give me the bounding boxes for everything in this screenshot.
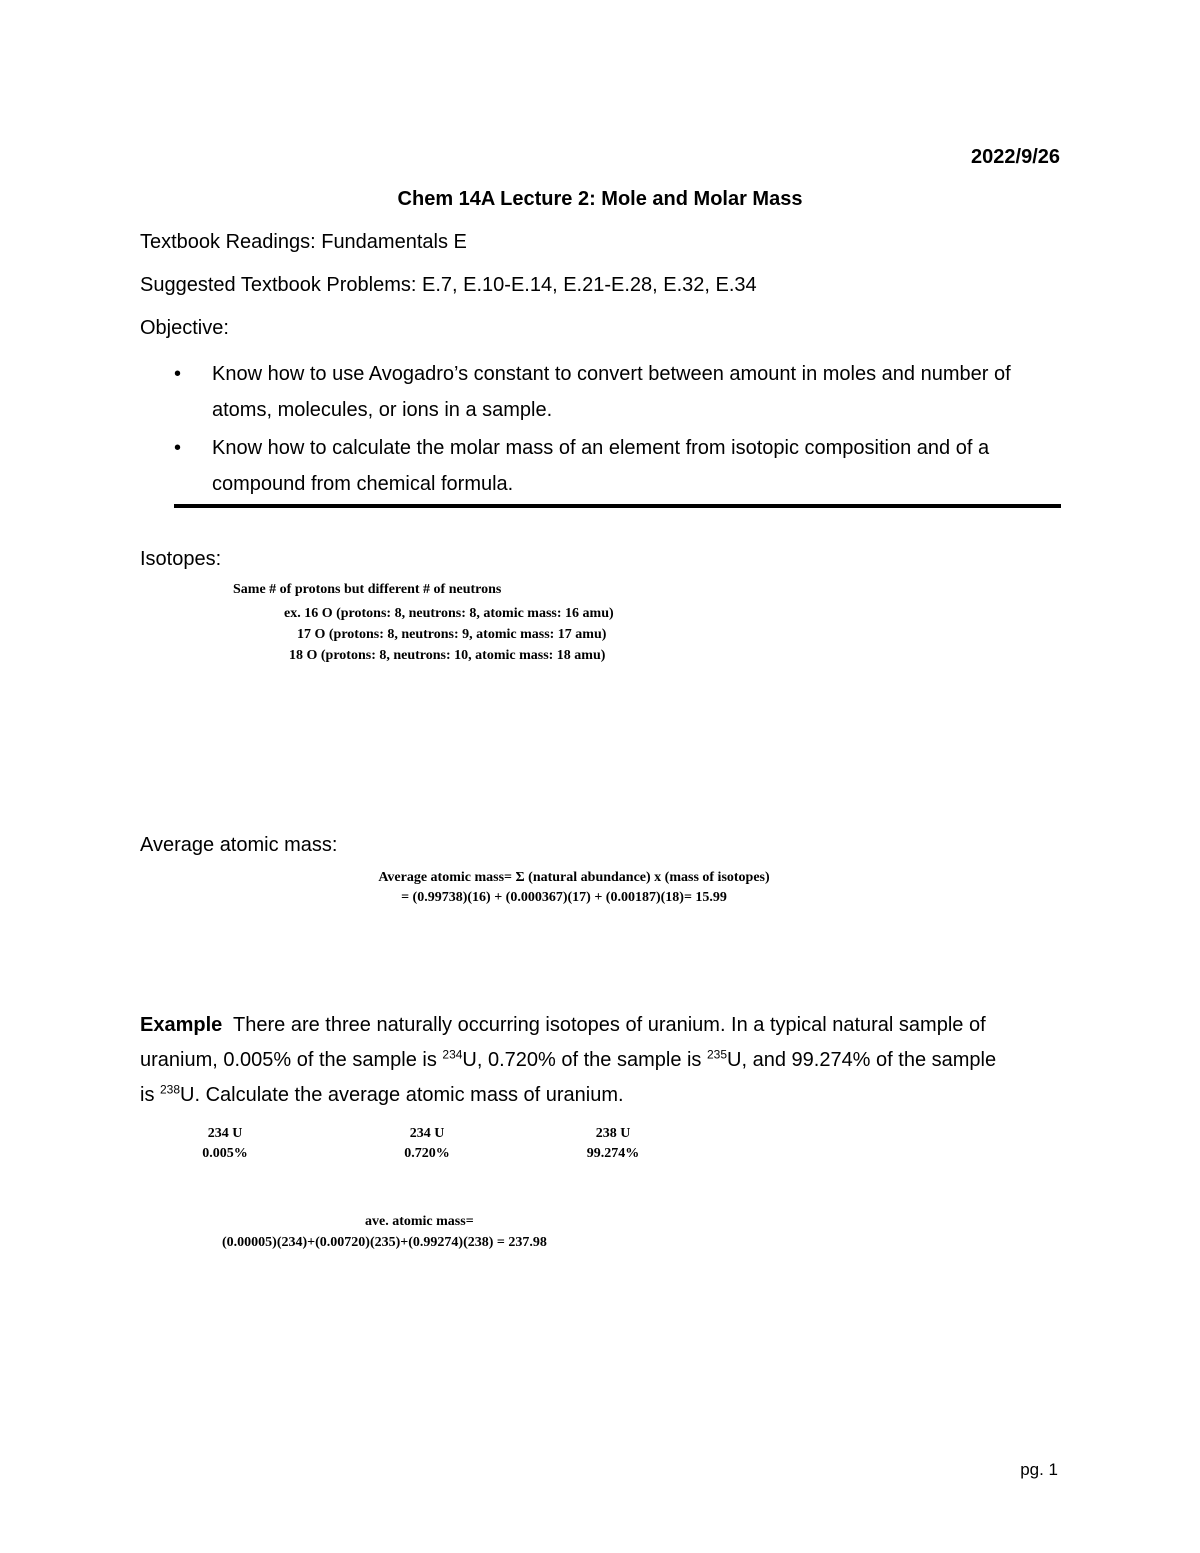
isotope-cell: 238 U — [595, 1126, 631, 1141]
answer-calculation: (0.00005)(234)+(0.00720)(235)+(0.99274)(238) = 237.98 — [222, 1235, 547, 1250]
answer-label: ave. atomic mass= — [365, 1214, 474, 1229]
textbook-readings: Textbook Readings: Fundamentals E — [140, 231, 467, 253]
objective-item — [140, 430, 1070, 502]
page-number: pg. 1 — [1020, 1460, 1058, 1479]
suggested-problems: Suggested Textbook Problems: E.7, E.10-E.14, E.21-E.28, E.32, E.34 — [140, 274, 757, 296]
average-calculation: = (0.99738)(16) + (0.000367)(17) + (0.00187)(18)= 15.99 — [401, 890, 727, 905]
abundance-cell: 0.005% — [202, 1146, 248, 1161]
isotopes-note: 17 O (protons: 8, neutrons: 9, atomic mass: 17 amu) — [297, 627, 607, 642]
objective-label: Objective: — [140, 317, 229, 339]
objective-text: Know how to calculate the molar mass of an element from isotopic composition and of a compound from chemical formula. — [212, 437, 990, 495]
example-line-2: uranium, 0.005% of the sample is $^{234}$U, 0.720% of the sample is $^{235}$U, and 99.274% of the sample — [140, 1047, 997, 1071]
example-line-1: Example There are three naturally occurring isotopes of uranium. In a typical natural sample of — [140, 1014, 986, 1036]
isotope-cell: 234 U — [409, 1126, 445, 1141]
isotopes-note: ex. 16 O (protons: 8, neutrons: 8, atomic mass: 16 amu) — [284, 606, 614, 621]
document-date: 2022/9/26 — [971, 146, 1060, 168]
average-heading: Average atomic mass: — [140, 834, 338, 856]
example-line-3: is $^{238}$U. Calculate the average atomic mass of uranium. — [140, 1082, 624, 1106]
abundance-cell: 99.274% — [586, 1146, 640, 1161]
isotope-cell: 234 U — [207, 1126, 243, 1141]
average-formula: Average atomic mass= Σ (natural abundance) x (mass of isotopes) — [378, 870, 770, 885]
bullet-icon: • — [174, 437, 182, 459]
isotopes-note: Same # of protons but different # of neutrons — [233, 582, 502, 597]
objective-item — [140, 356, 1070, 428]
document-title: Chem 14A Lecture 2: Mole and Molar Mass — [397, 188, 803, 210]
abundance-cell: 0.720% — [404, 1146, 450, 1161]
objective-list — [140, 356, 1070, 502]
isotopes-heading: Isotopes: — [140, 548, 222, 570]
example-label: Example — [140, 1014, 223, 1036]
section-divider — [174, 504, 1061, 508]
bullet-icon: • — [174, 363, 182, 385]
isotopes-note: 18 O (protons: 8, neutrons: 10, atomic mass: 18 amu) — [289, 648, 606, 663]
objective-text: Know how to use Avogadro’s constant to convert between amount in moles and number of atoms, molecules, or ions in a sample. — [212, 363, 1011, 421]
